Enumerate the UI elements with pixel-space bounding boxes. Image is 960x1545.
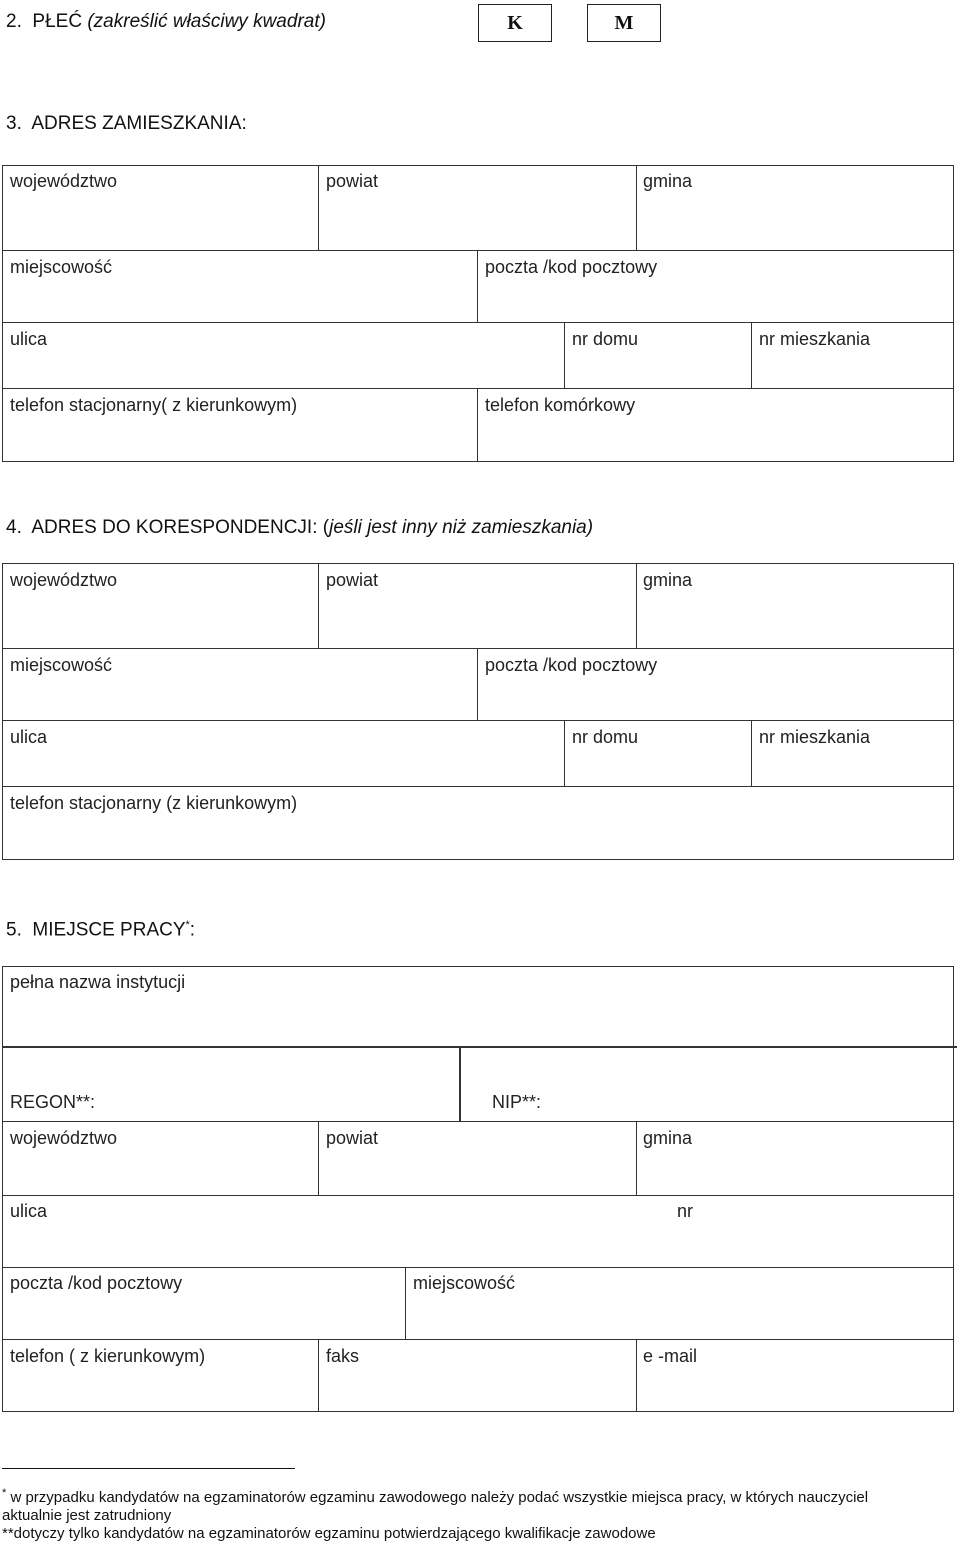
section-3-heading [6,113,247,135]
field-poczta[interactable]: poczta /kod pocztowy [10,1273,183,1293]
section-note: (zakreślić właściwy kwadrat) [87,11,326,32]
footnote-marker: * [2,1487,7,1499]
field-powiat[interactable]: powiat [326,171,379,191]
footnote-2: **dotyczy tylko kandydatów na egzaminatorów egzaminu potwierdzającego kwalifikacje zawodowe [2,1525,656,1542]
field-nr[interactable]: nr [677,1201,694,1221]
field-miejscowosc[interactable]: miejscowość [10,655,113,675]
gender-m-label: M [614,11,634,34]
footnote-1-continued: aktualnie jest zatrudniony [2,1507,172,1524]
field-pelna-nazwa[interactable]: pełna nazwa instytucji [10,972,186,992]
field-gmina[interactable]: gmina [643,171,693,191]
field-nr-domu[interactable]: nr domu [572,727,639,747]
field-faks[interactable]: faks [326,1346,360,1366]
field-ulica[interactable]: ulica [10,727,48,747]
field-wojewodztwo[interactable]: województwo [10,570,118,590]
field-poczta[interactable]: poczta /kod pocztowy [485,655,658,675]
footnote-1-text: w przypadku kandydatów na egzaminatorów egzaminu zawodowego należy podać wszystkie miejsca pracy, w których nauczyciel [6,1489,869,1506]
field-nr-mieszkania[interactable]: nr mieszkania [759,727,871,747]
section-5-heading [6,919,195,941]
field-powiat[interactable]: powiat [326,1128,379,1148]
section-2-heading [6,11,326,33]
section-number: 5. [6,919,22,941]
gender-box-m[interactable] [587,4,661,42]
footnote-1 [2,1487,868,1506]
section-title: MIEJSCE PRACY [32,919,186,941]
section-4-heading [6,517,593,539]
field-nip[interactable]: NIP**: [492,1092,542,1112]
field-ulica[interactable]: ulica [10,329,48,349]
field-telefon-komorkowy[interactable]: telefon komórkowy [485,395,636,415]
field-wojewodztwo[interactable]: województwo [10,1128,118,1148]
colon: : [241,113,247,134]
gender-k-label: K [507,11,523,34]
field-nr-mieszkania[interactable]: nr mieszkania [759,329,871,349]
colon: : [189,919,196,941]
field-telefon-stacjonarny[interactable]: telefon stacjonarny( z kierunkowym) [10,395,298,415]
field-regon[interactable]: REGON**: [10,1092,96,1112]
section-title: PŁEĆ [32,11,83,32]
field-email[interactable]: e -mail [643,1346,698,1366]
section-note: jeśli jest inny niż zamieszkania) [329,517,594,538]
field-nr-domu[interactable]: nr domu [572,329,639,349]
colon: : ( [312,517,330,538]
field-telefon-stacjonarny[interactable]: telefon stacjonarny (z kierunkowym) [10,793,298,813]
field-gmina[interactable]: gmina [643,1128,693,1148]
section-title: ADRES ZAMIESZKANIA [31,113,242,134]
field-miejscowosc[interactable]: miejscowość [413,1273,516,1293]
gender-box-k[interactable] [478,4,552,42]
section-number: 4. [6,517,22,538]
field-poczta[interactable]: poczta /kod pocztowy [485,257,658,277]
footnote-separator [2,1468,295,1469]
section-number: 3. [6,113,22,134]
field-ulica[interactable]: ulica [10,1201,48,1221]
field-gmina[interactable]: gmina [643,570,693,590]
section-title: ADRES DO KORESPONDENCJI [31,517,313,538]
field-powiat[interactable]: powiat [326,570,379,590]
footnote-marker: * [185,919,190,931]
section-number: 2. [6,11,22,32]
field-wojewodztwo[interactable]: województwo [10,171,118,191]
field-telefon[interactable]: telefon ( z kierunkowym) [10,1346,206,1366]
field-miejscowosc[interactable]: miejscowość [10,257,113,277]
